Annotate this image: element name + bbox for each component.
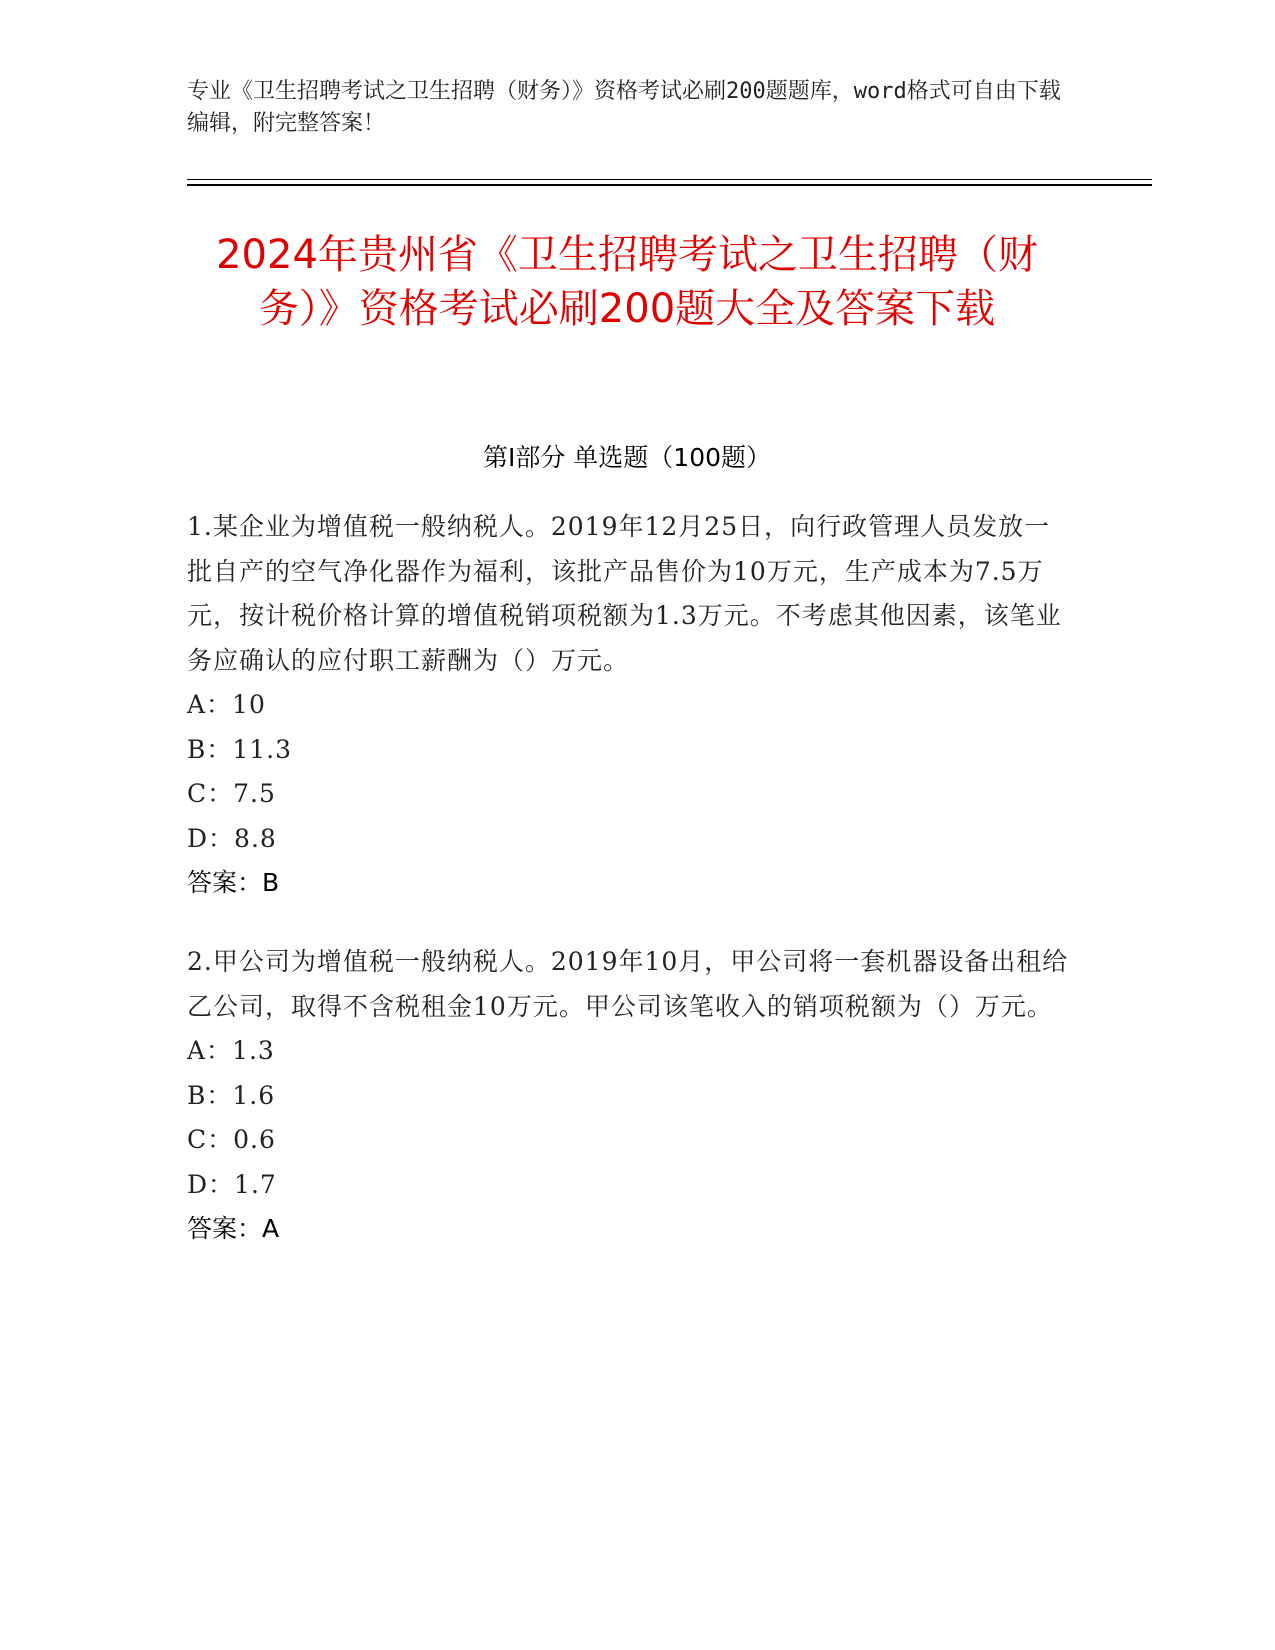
question-2 <box>187 940 1072 1252</box>
option-a: A：1.3 <box>187 1036 275 1065</box>
question-1 <box>187 505 1072 906</box>
answer: 答案：B <box>187 868 280 897</box>
header-note: 专业《卫生招聘考试之卫生招聘（财务）》资格考试必刷200题题库，word格式可自由下载编辑，附完整答案！ <box>187 79 1061 136</box>
header-divider-thin <box>187 179 1152 180</box>
option-a: A：10 <box>187 690 266 719</box>
section-heading: 第I部分 单选题（100题） <box>482 443 772 472</box>
answer: 答案：A <box>187 1214 280 1243</box>
header-divider-thick <box>187 184 1152 186</box>
option-b: B：1.6 <box>187 1080 276 1110</box>
question-stem: 2.甲公司为增值税一般纳税人。2019年10月，甲公司将一套机器设备出租给乙公司，取得不含税租金10万元。甲公司该笔收入的销项税额为（）万元。 <box>187 947 1069 1021</box>
option-c: C：0.6 <box>187 1125 276 1154</box>
option-b: B：11.3 <box>187 734 293 764</box>
option-d: D：8.8 <box>187 823 277 853</box>
document-title: 2024年贵州省《卫生招聘考试之卫生招聘（财务）》资格考试必刷200题大全及答案下载 <box>216 232 1038 332</box>
question-stem: 1.某企业为增值税一般纳税人。2019年12月25日，向行政管理人员发放一批自产的空气净化器作为福利，该批产品售价为10万元，生产成本为7.5万元，按计税价格计算的增值税销项税额为1.3万元。不考虑其他因素，该笔业务应确认的应付职工薪酬为（）万元。 <box>187 512 1062 675</box>
option-c: C：7.5 <box>187 779 276 808</box>
option-d: D：1.7 <box>187 1169 277 1199</box>
